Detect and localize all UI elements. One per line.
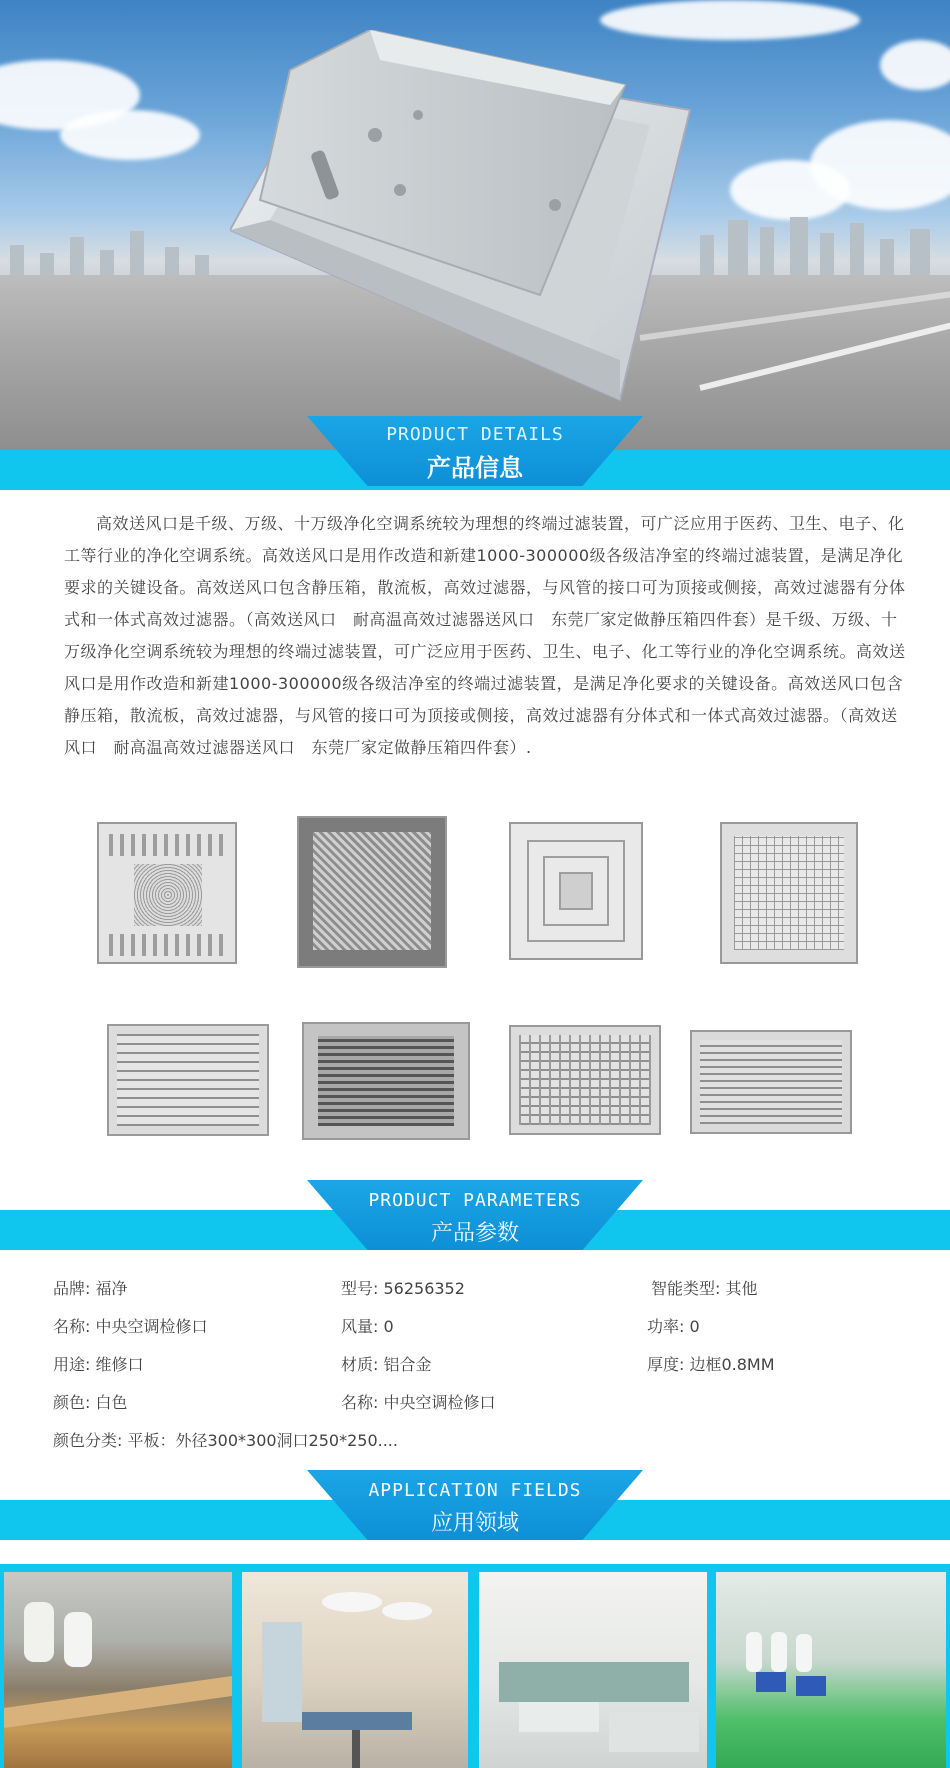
- section-title-en: APPLICATION FIELDS: [368, 1480, 582, 1501]
- product-image-eggcrate-grille: [720, 822, 858, 964]
- param-color-class: 颜色分类: 平板：外径300*300洞口250*250....: [53, 1431, 398, 1450]
- app-photo-cleanroom-workshop: [716, 1572, 946, 1768]
- param-brand: 品牌: 福净: [53, 1279, 128, 1298]
- product-image-perforated-louver: [97, 822, 237, 964]
- section-header-details: [0, 416, 950, 494]
- app-photo-food-factory: [4, 1572, 232, 1768]
- section-title-en: PRODUCT PARAMETERS: [368, 1190, 582, 1211]
- section-header-applications: [0, 1470, 950, 1548]
- section-title-zh: 产品信息: [427, 454, 523, 482]
- param-usage: 用途: 维修口: [53, 1355, 144, 1374]
- param-name-2: 名称: 中央空调检修口: [341, 1393, 496, 1412]
- param-model: 型号: 56256352: [341, 1279, 465, 1298]
- param-color: 颜色: 白色: [53, 1393, 128, 1412]
- product-image-louver-grille-2: [302, 1022, 470, 1140]
- section-header-parameters: [0, 1180, 950, 1258]
- app-photo-laboratory: [479, 1572, 707, 1768]
- hero-image: [0, 0, 950, 450]
- access-panel-product: [230, 30, 770, 420]
- product-image-square-diffuser: [509, 822, 643, 960]
- product-image-double-louver: [509, 1025, 661, 1135]
- section-title-en: PRODUCT DETAILS: [386, 424, 564, 445]
- section-title-zh: 应用领域: [430, 1511, 519, 1536]
- param-power: 功率: 0: [647, 1317, 700, 1336]
- product-image-louver-grille-1: [107, 1024, 269, 1136]
- product-description: 高效送风口是千级、万级、十万级净化空调系统较为理想的终端过滤装置，可广泛应用于医药、卫生、电子、化工等行业的净化空调系统。高效送风口是用作改造和新建1000-300000级各级洁净室的终端过滤装置，是满足净化要求的关键设备。高效送风口包含静压箱，散流板，高效过滤器，与风管的接口可为顶接或侧接，高效过滤器有分体式和一体式高效过滤器。（高效送风口 耐高温高效过滤器送风口 东莞厂家定做静压箱四件套）是千级、万级、十万级净化空调系统较为理想的终端过滤装置，可广泛应用于医药、卫生、电子、化工等行业的净化空调系统。高效送风口是用作改造和新建1000-300000级各级洁净室的终端过滤装置，是满足净化要求的关键设备。高效送风口包含静压箱，散流板，高效过滤器，与风管的接口可为顶接或侧接，高效过滤器有分体式和一体式高效过滤器。（高效送风口 耐高温高效过滤器送风口 东莞厂家定做静压箱四件套）.: [64, 514, 906, 757]
- product-image-perforated-box: [297, 816, 447, 968]
- app-photo-operating-room: [242, 1572, 468, 1768]
- param-airflow: 风量: 0: [341, 1317, 394, 1336]
- param-smart-type: 智能类型: 其他: [651, 1279, 758, 1298]
- param-thickness: 厚度: 边框0.8MM: [647, 1355, 775, 1374]
- product-image-louver-grille-3: [690, 1030, 852, 1134]
- section-title-zh: 产品参数: [430, 1221, 519, 1246]
- param-name: 名称: 中央空调检修口: [53, 1317, 208, 1336]
- param-material: 材质: 铝合金: [341, 1355, 432, 1374]
